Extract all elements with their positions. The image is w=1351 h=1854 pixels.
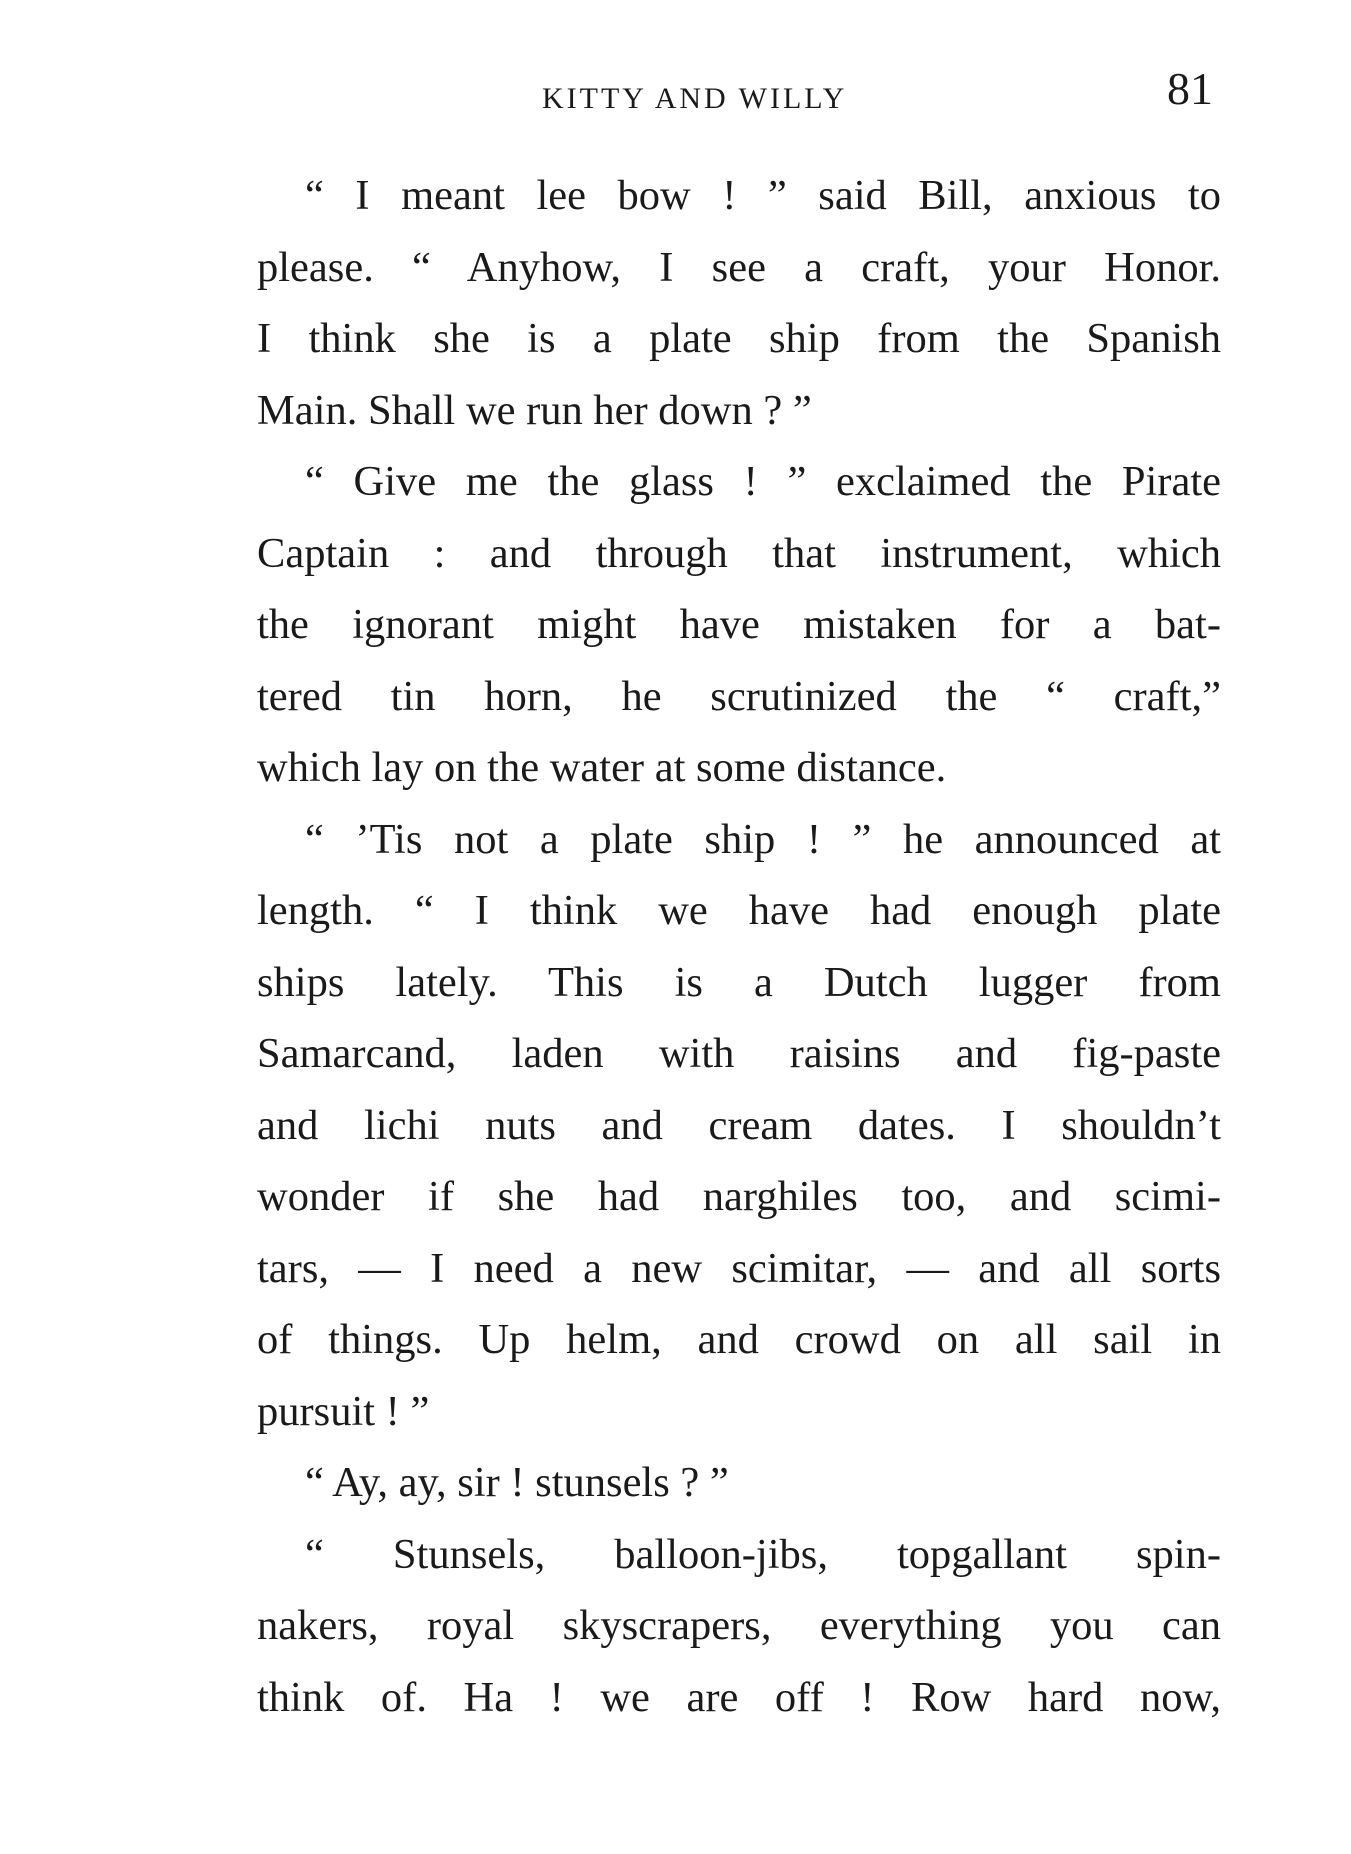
running-head: KITTY AND WILLY xyxy=(542,82,848,115)
text-line: please. “ Anyhow, I see a craft, your Honor. xyxy=(257,243,1221,291)
text-line: Captain : and through that instrument, which xyxy=(257,529,1221,577)
text-line: “ ’Tis not a plate ship ! ” he announced at xyxy=(305,815,1221,863)
text-line: “ Stunsels, balloon-jibs, topgallant spin- xyxy=(305,1530,1221,1578)
text-line: which lay on the water at some distance. xyxy=(257,744,947,791)
text-line: and lichi nuts and cream dates. I shouldn’t xyxy=(257,1101,1221,1149)
text-line: nakers, royal skyscrapers, everything you can xyxy=(257,1602,1221,1649)
text-line: of things. Up helm, and crowd on all sail in xyxy=(257,1316,1221,1363)
text-line: “ Give me the glass ! ” exclaimed the Pirate xyxy=(305,458,1221,505)
text-line: “ Ay, ay, sir ! stunsels ? ” xyxy=(305,1459,729,1506)
page-header xyxy=(257,62,1221,122)
text-line: pursuit ! ” xyxy=(257,1387,430,1435)
text-line: the ignorant might have mistaken for a bat- xyxy=(257,601,1221,648)
page-number: 81 xyxy=(1167,63,1213,114)
text-line: think of. Ha ! we are off ! Row hard now, xyxy=(257,1673,1221,1721)
text-line: tered tin horn, he scrutinized the “ craft,” xyxy=(257,672,1221,720)
text-line: ships lately. This is a Dutch lugger from xyxy=(257,958,1221,1006)
body-text xyxy=(257,160,1221,1733)
text-line: I think she is a plate ship from the Spanish xyxy=(257,315,1221,362)
text-line: Main. Shall we run her down ? ” xyxy=(257,386,812,434)
text-line: Samarcand, laden with raisins and fig-paste xyxy=(257,1030,1221,1077)
text-line: length. “ I think we have had enough plate xyxy=(257,887,1221,934)
text-line: wonder if she had narghiles too, and scimi- xyxy=(257,1173,1221,1220)
text-line: tars, — I need a new scimitar, — and all sorts xyxy=(257,1244,1221,1292)
text-line: “ I meant lee bow ! ” said Bill, anxious to xyxy=(305,172,1221,219)
